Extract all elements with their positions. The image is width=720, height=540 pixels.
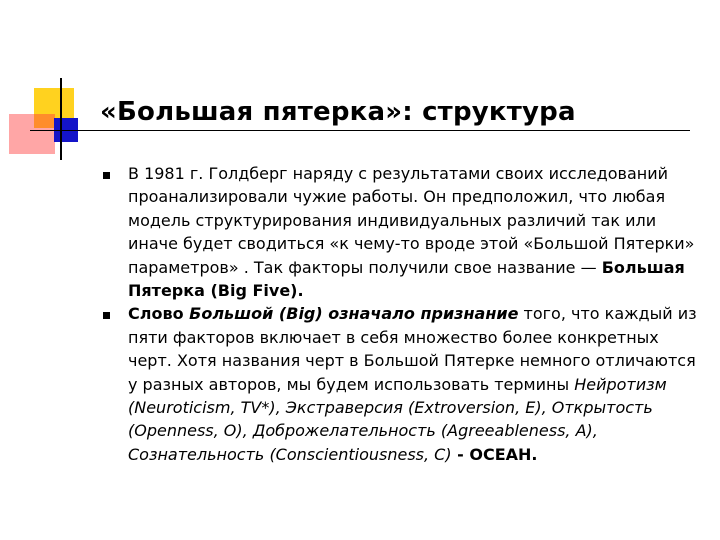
slide-title: «Большая пятерка»: структура — [100, 97, 576, 127]
square-bullet-icon — [103, 312, 110, 319]
bullet-item-big-meaning — [100, 302, 698, 466]
decor-vertical-line — [60, 78, 62, 160]
title-underline — [30, 130, 690, 131]
item-emphasis: Большой (Big) означало признание — [189, 304, 519, 324]
item-text: В 1981 г. Голдберг наряду с результатами своих исследований проанализировали чужие работы. Он предположил, что любая модель структурирования индивидуальных различий так или иначе будет сводиться «к чему-то вроде этой «Большой Пятерки» параметров» . Так факторы получили свое название — — [128, 164, 695, 277]
item-dash: - — [451, 444, 470, 464]
item-lead: Слово — [128, 304, 190, 324]
trait-terms: Нейротизм (Neuroticism, TV*), Экстраверсия (Extroversion, E), Открытость (Openness, O), Доброжелательность (Agreeableness, A), Сознательность (Conscientiousness, C) — [128, 374, 667, 464]
ocean-acronym: OCEAH. — [469, 444, 538, 464]
slide-body — [100, 162, 698, 466]
square-bullet-icon — [103, 172, 110, 179]
item-emphasis: Большая Пятерка (Big Five). — [128, 257, 685, 301]
decor-red-square — [9, 114, 55, 154]
bullet-item-goldberg — [100, 162, 698, 302]
item-text: того, что каждый из пяти факторов включает в себя множество более конкретных черт. Хотя названия черт в Большой Пятерке немного отличаются у разных авторов, мы будем использовать термины — [128, 304, 697, 394]
